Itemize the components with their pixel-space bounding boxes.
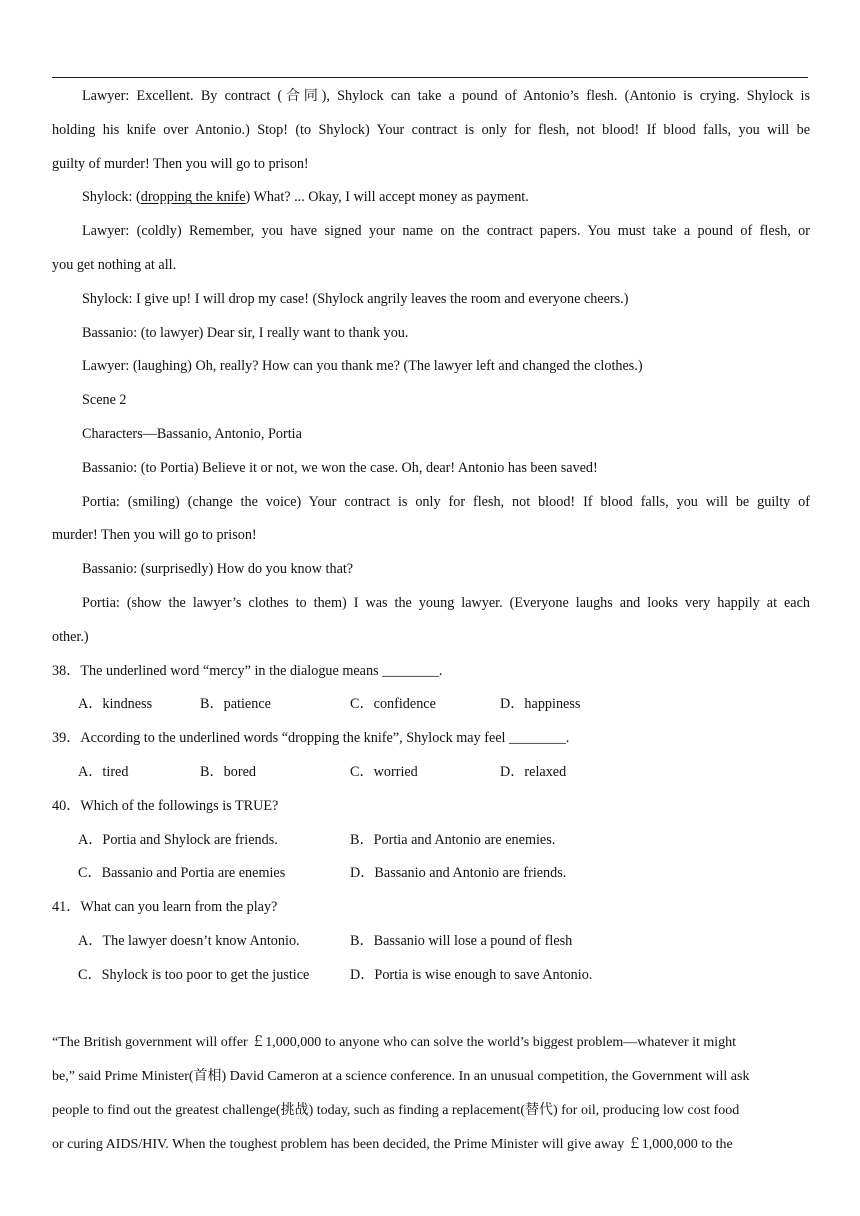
dialogue-line: Lawyer: (coldly) Remember, you have signed your name on the contract papers. You must take a pound of flesh, or [82,223,810,240]
option-a: A．The lawyer doesn’t know Antonio. [78,932,300,949]
option-c: C．confidence [350,696,436,713]
dialogue-line: Portia: (smiling) (change the voice) Your contract is only for flesh, not blood! If blood falls, you will be guilty of [82,493,810,510]
option-d: D．relaxed [500,763,567,780]
dialogue-line [52,181,810,215]
option-row [52,824,810,858]
passage-line: be,” said Prime Minister(首相) David Cameron at a science conference. In an unusual competition, the Government will ask [52,1069,750,1085]
underlined-phrase: dropping the knife [140,189,246,206]
dialogue-line: other.) [52,628,89,645]
option-b: B．Portia and Antonio are enemies. [350,831,556,848]
passage-line: “The British government will offer ￡1,000,000 to anyone who can solve the world’s biggest problem—whatever it might [52,1035,737,1051]
dialogue-line: Shylock: I give up! I will drop my case! (Shylock angrily leaves the room and everyone cheers.) [82,290,629,307]
passage-line: or curing AIDS/HIV. When the toughest problem has been decided, the Prime Minister will give away ￡1,000,000 to the [52,1136,733,1152]
dialogue-line: Bassanio: (to lawyer) Dear sir, I really want to thank you. [82,324,409,341]
option-row [52,925,810,959]
option-d: D．Bassanio and Antonio are friends. [350,865,567,882]
question-stem: 40．Which of the followings is TRUE? [52,797,279,814]
dialogue-line: guilty of murder! Then you will go to prison! [52,155,309,172]
option-row [52,756,810,790]
dialogue-text: Shylock: ( [82,189,141,206]
dialogue-text: ) What? ... Okay, I will accept money as payment. [245,189,529,206]
option-row [52,959,810,993]
page-content [52,80,810,1162]
dialogue-line: Bassanio: (surprisedly) How do you know that? [82,561,354,578]
dialogue-line: Lawyer: (laughing) Oh, really? How can you thank me? (The lawyer left and changed the clothes.) [82,358,643,375]
option-d: D．Portia is wise enough to save Antonio. [350,966,593,983]
option-a: A．tired [78,763,129,780]
option-c: C．Bassanio and Portia are enemies [78,865,286,882]
passage-line: people to find out the greatest challenge(挑战) today, such as finding a replacement(替代) for oil, producing low cost food [52,1102,740,1118]
option-b: B．Bassanio will lose a pound of flesh [350,932,573,949]
question-stem: 39．According to the underlined words “dropping the knife”, Shylock may feel ________. [52,730,570,747]
dialogue-line: you get nothing at all. [52,256,177,273]
dialogue-line: Bassanio: (to Portia) Believe it or not, we won the case. Oh, dear! Antonio has been saved! [82,459,598,476]
characters-line: Characters—Bassanio, Antonio, Portia [82,425,302,442]
option-row [52,857,810,891]
question-stem: 41．What can you learn from the play? [52,899,278,916]
option-row [52,688,810,722]
option-c: C．worried [350,763,418,780]
question-stem: 38．The underlined word “mercy” in the dialogue means ________. [52,662,443,679]
dialogue-line: Portia: (show the lawyer’s clothes to them) I was the young lawyer. (Everyone laughs and looks very happily at each [82,594,810,611]
dialogue-line: Lawyer: Excellent. By contract (合同), Shylock can take a pound of Antonio’s flesh. (Antonio is crying. Shylock is [82,88,810,104]
section-gap [52,993,810,1027]
option-a: A．kindness [78,696,153,713]
dialogue-line: murder! Then you will go to prison! [52,527,257,544]
option-a: A．Portia and Shylock are friends. [78,831,278,848]
option-c: C．Shylock is too poor to get the justice [78,966,310,983]
dialogue-line: holding his knife over Antonio.) Stop! (to Shylock) Your contract is only for flesh, not blood! If blood falls, you will be [52,121,810,138]
header-rule [52,77,808,78]
option-b: B．patience [200,696,271,713]
scene-heading: Scene 2 [82,392,127,409]
option-b: B．bored [200,763,256,780]
option-d: D．happiness [500,696,581,713]
